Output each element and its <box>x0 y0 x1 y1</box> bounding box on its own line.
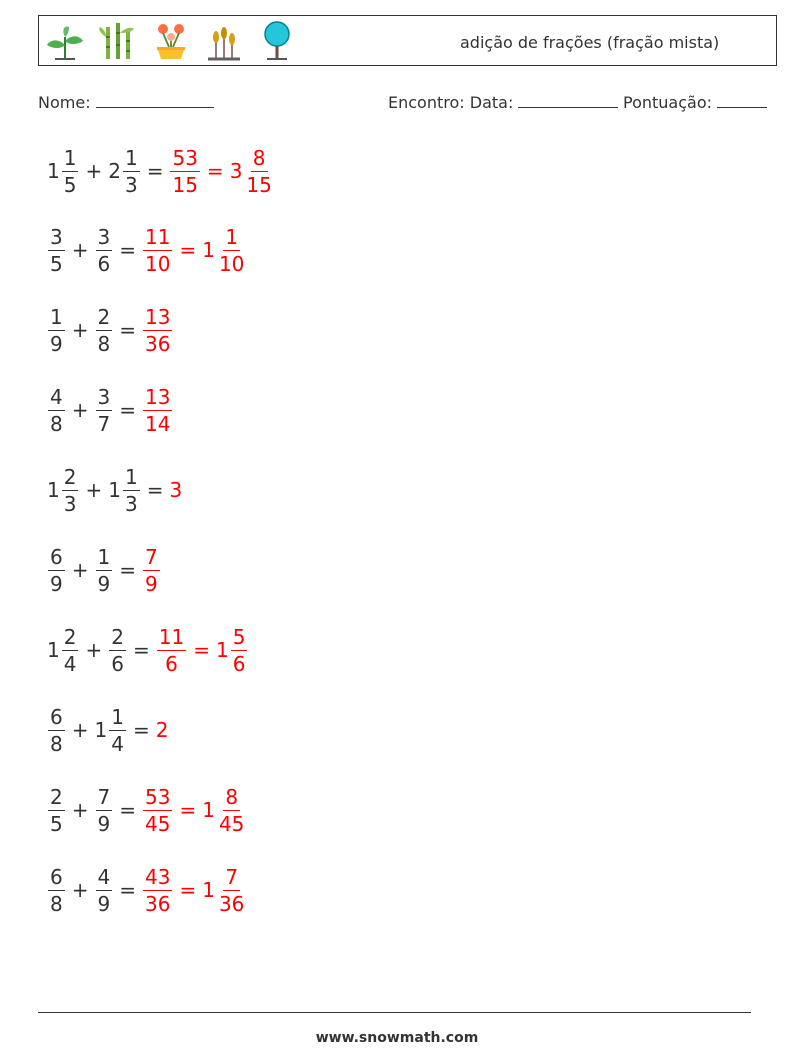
answer-equals-sign: = <box>193 638 210 662</box>
addend-2-denominator: 4 <box>111 731 124 756</box>
answer <box>169 145 274 197</box>
problem-row <box>47 777 247 843</box>
answer-mixed-term <box>202 784 247 836</box>
addend-1-denominator: 8 <box>50 891 63 916</box>
answer-mixed-numerator: 7 <box>225 864 239 889</box>
problem-row <box>47 697 168 763</box>
addend-1-fraction <box>48 544 65 596</box>
answer-improper-term <box>142 224 173 276</box>
answer-improper-numerator: 7 <box>145 544 158 569</box>
addend-1-numerator: 6 <box>50 544 63 569</box>
answer <box>142 304 173 356</box>
addend-2-whole: 1 <box>94 718 108 742</box>
answer-mixed-numerator: 8 <box>225 784 239 809</box>
answer-mixed-numerator: 8 <box>252 145 266 170</box>
answer-equals-sign: = <box>179 878 197 902</box>
plus-sign: + <box>85 478 103 502</box>
equals-sign: = <box>119 318 136 342</box>
answer-mixed-denominator: 6 <box>232 651 246 676</box>
addend-1-term <box>47 704 66 756</box>
addend-1-term <box>47 384 66 436</box>
date-field <box>388 93 618 112</box>
answer-improper-numerator: 53 <box>172 145 198 170</box>
addend-1-denominator: 8 <box>50 731 63 756</box>
addend-2-term <box>108 464 140 516</box>
answer-mixed-whole: 1 <box>202 238 215 262</box>
score-field <box>623 93 767 112</box>
addend-2-numerator: 2 <box>111 624 124 649</box>
answer-improper-numerator: 11 <box>145 224 171 249</box>
answer-improper-term <box>169 145 200 197</box>
addend-2-denominator: 9 <box>97 571 111 596</box>
answer-improper-fraction <box>143 304 172 356</box>
addend-1-denominator: 9 <box>50 571 63 596</box>
footer-website: www.snowmath.com <box>315 1030 479 1046</box>
addend-2-numerator: 2 <box>97 304 111 329</box>
addend-2-numerator: 1 <box>124 464 138 489</box>
answer-whole: 2 <box>155 718 169 742</box>
problem-row <box>47 377 173 443</box>
answer <box>142 864 247 916</box>
answer-mixed-numerator: 5 <box>232 624 246 649</box>
answer-improper-denominator: 36 <box>145 331 171 356</box>
answer-improper-fraction <box>143 544 160 596</box>
answer-mixed-denominator: 45 <box>218 811 245 836</box>
addend-1-denominator: 5 <box>50 251 63 276</box>
addend-2-whole: 1 <box>108 478 121 502</box>
answer-improper-denominator: 15 <box>172 172 198 197</box>
addend-2-numerator: 1 <box>124 145 138 170</box>
addend-2-fraction <box>96 544 113 596</box>
problem-row <box>47 537 161 603</box>
addend-1-term <box>47 464 79 516</box>
addend-1-fraction <box>48 704 65 756</box>
answer-mixed-whole: 1 <box>202 798 215 822</box>
equals-sign: = <box>119 878 136 902</box>
worksheet-title: adição de frações (fração mista) <box>460 33 720 52</box>
bamboo-icon <box>96 19 140 63</box>
addend-1-denominator: 8 <box>50 411 63 436</box>
addend-1-term <box>47 145 79 197</box>
addend-1-denominator: 3 <box>63 491 77 516</box>
addend-1-numerator: 3 <box>50 224 63 249</box>
addend-1-denominator: 4 <box>63 651 77 676</box>
answer-improper-fraction <box>143 224 172 276</box>
addend-2-fraction <box>96 384 113 436</box>
plus-sign: + <box>71 558 89 582</box>
addend-2-denominator: 9 <box>97 811 111 836</box>
addend-2-term <box>95 384 114 436</box>
addend-2-fraction <box>123 464 140 516</box>
answer-improper-term <box>142 864 173 916</box>
answer-improper-denominator: 6 <box>165 651 178 676</box>
addend-1-fraction <box>62 145 79 197</box>
addend-2-term <box>95 864 114 916</box>
answer-mixed-term <box>229 145 275 197</box>
plus-sign: + <box>71 878 89 902</box>
addend-2-fraction <box>96 304 113 356</box>
addend-1-term <box>47 624 79 676</box>
tree-icon <box>255 19 299 63</box>
addend-1-fraction <box>62 624 79 676</box>
addend-2-term <box>94 704 127 756</box>
addend-1-whole: 1 <box>47 478 60 502</box>
addend-2-numerator: 3 <box>97 384 111 409</box>
addend-1-fraction <box>48 784 65 836</box>
equals-sign: = <box>119 238 136 262</box>
score-blank <box>717 93 767 108</box>
answer-mixed-term <box>215 624 248 676</box>
addend-2-denominator: 7 <box>97 411 111 436</box>
addend-1-denominator: 5 <box>63 172 77 197</box>
answer-improper-numerator: 43 <box>145 864 171 889</box>
problem-row <box>47 857 247 923</box>
equals-sign: = <box>146 478 164 502</box>
equals-sign: = <box>132 718 150 742</box>
footer-divider <box>38 1012 751 1013</box>
addend-2-denominator: 3 <box>124 491 138 516</box>
addend-2-denominator: 6 <box>97 251 111 276</box>
addend-1-fraction <box>48 224 65 276</box>
answer-improper-denominator: 14 <box>145 411 171 436</box>
name-blank <box>96 93 214 108</box>
addend-1-denominator: 9 <box>50 331 63 356</box>
plus-sign: + <box>71 718 89 742</box>
equals-sign: = <box>119 398 136 422</box>
flower-pot-icon <box>149 19 193 63</box>
addend-2-term <box>95 544 114 596</box>
answer <box>142 384 173 436</box>
answer-mixed-fraction <box>244 145 273 197</box>
answer-mixed-term <box>202 224 247 276</box>
answer-improper-numerator: 11 <box>158 624 185 649</box>
answer-improper-fraction <box>157 624 186 676</box>
answer-improper-term <box>142 384 173 436</box>
answer-improper-fraction <box>143 864 172 916</box>
addend-1-numerator: 1 <box>50 304 63 329</box>
equals-sign: = <box>119 558 136 582</box>
answer-mixed-fraction <box>217 864 246 916</box>
answer-improper-term <box>142 544 161 596</box>
answer-improper-numerator: 13 <box>145 384 171 409</box>
plus-sign: + <box>71 398 89 422</box>
addend-2-numerator: 1 <box>97 544 111 569</box>
addend-2-numerator: 1 <box>111 704 124 729</box>
answer-improper-fraction <box>143 784 172 836</box>
answer <box>156 718 169 742</box>
answer-mixed-fraction <box>217 224 246 276</box>
addend-2-numerator: 3 <box>97 224 111 249</box>
answer-improper-denominator: 9 <box>145 571 158 596</box>
answer-mixed-whole: 1 <box>215 638 229 662</box>
equals-sign: = <box>146 159 164 183</box>
answer-mixed-fraction <box>231 624 248 676</box>
answer-mixed-denominator: 15 <box>246 172 272 197</box>
addend-1-numerator: 1 <box>63 145 77 170</box>
answer-mixed-fraction <box>217 784 246 836</box>
problem-row <box>47 217 247 283</box>
answer <box>169 478 182 502</box>
date-label: Encontro: Data: <box>388 93 514 112</box>
addend-1-denominator: 5 <box>50 811 63 836</box>
addend-1-fraction <box>62 464 79 516</box>
problem-row <box>47 457 182 523</box>
wheat-icon <box>202 19 246 63</box>
addend-1-numerator: 2 <box>63 624 77 649</box>
addend-1-numerator: 2 <box>50 784 63 809</box>
addend-1-whole: 1 <box>47 159 60 183</box>
addend-2-term <box>108 624 127 676</box>
answer <box>156 624 249 676</box>
addend-2-whole: 2 <box>108 159 121 183</box>
answer-equals-sign: = <box>206 159 224 183</box>
addend-2-denominator: 8 <box>97 331 111 356</box>
plus-sign: + <box>85 159 103 183</box>
answer-mixed-denominator: 36 <box>218 891 245 916</box>
answer-improper-term <box>142 784 173 836</box>
answer <box>142 544 161 596</box>
addend-2-fraction <box>123 145 140 197</box>
problem-row <box>47 617 248 683</box>
addend-2-numerator: 4 <box>97 864 111 889</box>
problem-row <box>47 138 275 204</box>
addend-2-denominator: 3 <box>124 172 138 197</box>
addend-2-fraction <box>109 704 126 756</box>
answer-improper-fraction <box>170 145 199 197</box>
score-label: Pontuação: <box>623 93 713 112</box>
answer-improper-term <box>142 304 173 356</box>
answer-mixed-whole: 1 <box>202 878 215 902</box>
addend-1-fraction <box>48 384 65 436</box>
addend-2-numerator: 7 <box>97 784 111 809</box>
answer-improper-fraction <box>143 384 172 436</box>
answer-improper-denominator: 45 <box>145 811 171 836</box>
answer-equals-sign: = <box>179 238 197 262</box>
date-blank <box>518 93 618 108</box>
addend-1-term <box>47 304 66 356</box>
addend-1-numerator: 6 <box>50 864 63 889</box>
equals-sign: = <box>132 638 150 662</box>
answer-improper-numerator: 53 <box>145 784 171 809</box>
problem-row <box>47 297 173 363</box>
answer-mixed-denominator: 10 <box>218 251 245 276</box>
answer-improper-term <box>156 624 187 676</box>
addend-1-fraction <box>48 864 65 916</box>
plus-sign: + <box>71 798 89 822</box>
answer <box>142 224 247 276</box>
addend-2-term <box>95 304 114 356</box>
addend-2-term <box>95 784 114 836</box>
answer <box>142 784 247 836</box>
plus-sign: + <box>71 238 89 262</box>
addend-1-numerator: 2 <box>63 464 77 489</box>
addend-2-fraction <box>96 224 113 276</box>
worksheet-header <box>38 15 777 66</box>
answer-equals-sign: = <box>179 798 197 822</box>
seedling-icon <box>43 19 87 63</box>
answer-mixed-whole: 3 <box>229 159 243 183</box>
answer-mixed-numerator: 1 <box>225 224 239 249</box>
equals-sign: = <box>119 798 136 822</box>
addend-1-term <box>47 224 66 276</box>
addend-1-term <box>47 544 66 596</box>
plus-sign: + <box>85 638 103 662</box>
answer-improper-denominator: 36 <box>145 891 171 916</box>
addend-2-term <box>95 224 114 276</box>
addend-2-denominator: 9 <box>97 891 111 916</box>
addend-2-denominator: 6 <box>111 651 124 676</box>
addend-2-fraction <box>96 784 113 836</box>
answer-mixed-term <box>202 864 247 916</box>
name-field <box>38 93 214 112</box>
addend-1-whole: 1 <box>47 638 60 662</box>
answer-whole: 3 <box>169 478 183 502</box>
plus-sign: + <box>71 318 89 342</box>
header-icons <box>43 18 299 64</box>
addend-2-fraction <box>96 864 113 916</box>
addend-1-term <box>47 864 66 916</box>
answer-improper-denominator: 10 <box>145 251 171 276</box>
addend-1-numerator: 6 <box>50 704 63 729</box>
addend-1-numerator: 4 <box>50 384 63 409</box>
name-label: Nome: <box>38 93 91 112</box>
addend-2-term <box>108 145 140 197</box>
addend-2-fraction <box>109 624 126 676</box>
addend-1-term <box>47 784 66 836</box>
addend-1-fraction <box>48 304 65 356</box>
answer-improper-numerator: 13 <box>145 304 171 329</box>
